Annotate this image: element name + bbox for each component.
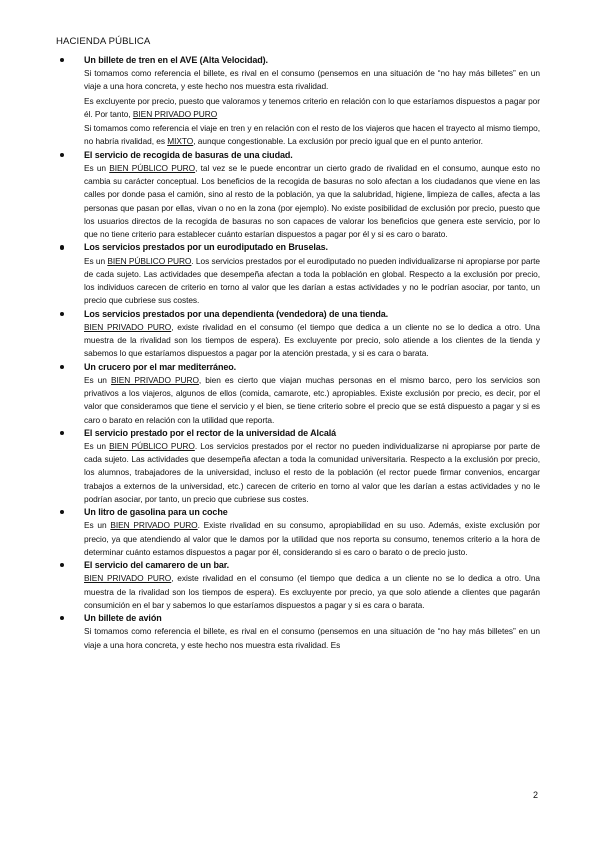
bullet-icon: [60, 58, 64, 62]
list-item: [72, 559, 540, 612]
classification-label: BIEN PRIVADO PURO: [110, 374, 199, 385]
item-title: Los servicios prestados por una dependienta (vendedora) de una tienda.: [84, 308, 389, 319]
classification-label: BIEN PRIVADO PURO: [84, 321, 172, 332]
paragraph-text: Es un: [84, 374, 111, 385]
paragraph-text: Es un: [84, 440, 110, 451]
bullet-icon: [60, 616, 64, 620]
page-number: 2: [532, 790, 538, 800]
bullet-icon: [60, 365, 64, 369]
list-item: [72, 149, 540, 242]
item-paragraph: [84, 374, 540, 427]
item-paragraph: [84, 321, 540, 361]
classification-label: BIEN PRIVADO PURO: [132, 108, 218, 119]
page-header-title: HACIENDA PÚBLICA: [56, 36, 151, 47]
classification-label: BIEN PRIVADO PURO: [110, 520, 198, 531]
list-item: [72, 241, 540, 307]
bullet-icon: [60, 153, 64, 157]
paragraph-text: . Los servicios prestados por el eurodiputado no pueden individualizarse ni apropiarse por parte de cada sujeto. Las actividades que desempeña afectan a toda la población en global. Respecto a la exclusión por precio, los individuos carecen de criterio en torno al valor que les darían a estas actividades y no le podrían asociar, por tanto, un precio que cubriese sus costes.: [84, 255, 540, 306]
item-title: El servicio de recogida de basuras de una ciudad.: [84, 149, 293, 160]
item-title: Un billete de tren en el AVE (Alta Velocidad).: [84, 55, 268, 65]
paragraph-text: , tal vez se le puede encontrar un cierto grado de rivalidad en el consumo, aunque esto no cambia su carácter conceptual. Los beneficios de la recogida de basuras no solo afectan a los ciudadanos que viene en las calles por donde pasa el camión, sino al resto de la población, ya que la salubridad, higiene, limpieza de calles, afecta a las personas que pasan por ellas, vivan o no en la zona (por ejemplo). No existe posibilidad de exclusión por precio, puesto que los usuarios directos de la recogida de basuras no son capaces de valorar los beneficios que genera este servicio, por lo que no tiene criterio para establecer cuánto estarían dispuestos a pagar por él y si es caro o barato.: [84, 162, 540, 240]
item-title: El servicio del camarero de un bar.: [84, 560, 230, 571]
item-title: Un litro de gasolina para un coche: [84, 507, 228, 518]
item-paragraph: [84, 519, 540, 559]
paragraph-text: Si tomamos como referencia el billete, es rival en el consumo (pensemos en una situación de “no hay más billetes” en un viaje a una hora concreta, y este hecho nos muestra esta rivalidad.: [84, 68, 540, 92]
paragraph-text: , bien es cierto que viajan muchas personas en el mismo barco, pero los servicios son privativos a los viajeros, algunos de ellos (comida, camarote, etc.) apropiables. Existe exclusión por precio, es decir, por el valor que consideramos que tiene el servicio y el bien, se tiene criterio sobre el precio que se está dispuesto a pagar y si es caro o barato en relación con la utilidad que reporta.: [84, 374, 540, 425]
item-paragraph: [84, 625, 540, 652]
bullet-icon: [60, 563, 64, 567]
classification-label: MIXTO: [167, 136, 194, 147]
list-item: [72, 427, 540, 506]
bullet-icon: [60, 312, 64, 316]
item-paragraph: [84, 162, 540, 242]
list-item: [72, 612, 540, 652]
item-title: Un billete de avión: [84, 613, 162, 624]
classification-label: BIEN PÚBLICO PURO: [109, 162, 196, 173]
paragraph-text: Es un: [84, 162, 110, 173]
paragraph-text: Es un: [84, 255, 108, 266]
item-paragraph: [84, 95, 540, 122]
paragraph-text: Es excluyente por precio, puesto que valoramos y tenemos criterio en relación con lo que estaríamos dispuestos a pagar por él. Por tanto,: [84, 95, 540, 119]
classification-label: BIEN PRIVADO PURO: [84, 573, 172, 584]
list-item: [72, 361, 540, 427]
document-body: [72, 54, 540, 652]
list-item: [72, 506, 540, 559]
paragraph-text: Es un: [84, 520, 111, 531]
item-paragraph: [84, 572, 540, 612]
paragraph-text: . Los servicios prestados por el rector no pueden individualizarse ni apropiarse por parte de cada sujeto. Las actividades que desempeña afectan a toda la comunidad universitaria. Respecto a la exclusión por precio, los alumnos, trabajadores de la universidad, incluso el resto de la población (el rector puede firmar convenios, encargar trabajos a externos de la universidad, etc.) carecen de criterio en torno al valor que les darían a estas actividades y no le podrían asociar, por tanto, un precio que cubriese sus costes.: [84, 440, 540, 504]
paragraph-text: . Existe rivalidad en su consumo, apropiabilidad en su uso. Además, existe exclusión por precio, ya que atendiendo al valor que le damos por la utilidad que nos reporta su consumo, tenemos criterio a la hora de determinar cuánto estamos dispuestos a pagar por él, considerando si es caro o barato o de precio justo.: [84, 520, 541, 557]
classification-label: BIEN PÚBLICO PURO: [107, 255, 192, 266]
item-paragraph: [84, 440, 540, 506]
item-paragraph: [84, 255, 540, 308]
paragraph-text: , existe rivalidad en el consumo (el tiempo que dedica a un cliente no se lo dedica a otro. Una muestra de la rivalidad son los tiempos de espera). Es excluyente por precio, ya que solo atiende a clientes que pagarán consumición en el bar y sabemos lo que estaríamos dispuestos a pagar y si es cara o barata.: [84, 573, 540, 610]
bullet-icon: [60, 431, 64, 435]
item-title: El servicio prestado por el rector de la universidad de Alcalá: [84, 427, 337, 438]
classification-label: BIEN PÚBLICO PURO: [109, 440, 195, 451]
list-item: [72, 54, 540, 149]
bullet-icon: [60, 510, 64, 514]
item-title: Un crucero por el mar mediterráneo.: [84, 361, 237, 372]
item-paragraph: [84, 67, 540, 94]
bullet-icon: [60, 245, 64, 249]
item-title: Los servicios prestados por un eurodiputado en Bruselas.: [84, 242, 328, 253]
paragraph-text: , aunque congestionable. La exclusión por precio igual que en el punto anterior.: [193, 136, 483, 147]
paragraph-text: Si tomamos como referencia el viaje en tren y en relación con el resto de los viajeros que hacen el trayecto al mismo tiempo, no habría rivalidad, es: [84, 123, 540, 147]
item-paragraph: [84, 122, 540, 149]
paragraph-text: , existe rivalidad en el consumo (el tiempo que dedica a un cliente no se lo dedica a otro. Una muestra de la rivalidad son los tiempos de espera). Es excluyente por precio, solo atiende a los clientes de la tienda y sabemos lo que estaríamos dispuestos a pagar por la atención prestada, y si es cara o barata.: [84, 321, 540, 359]
list-item: [72, 308, 540, 361]
paragraph-text: Si tomamos como referencia el billete, es rival en el consumo (pensemos en una situación de “no hay más billetes” en un viaje a una hora concreta, y este hecho nos muestra esta rivalidad. Es: [84, 626, 540, 650]
